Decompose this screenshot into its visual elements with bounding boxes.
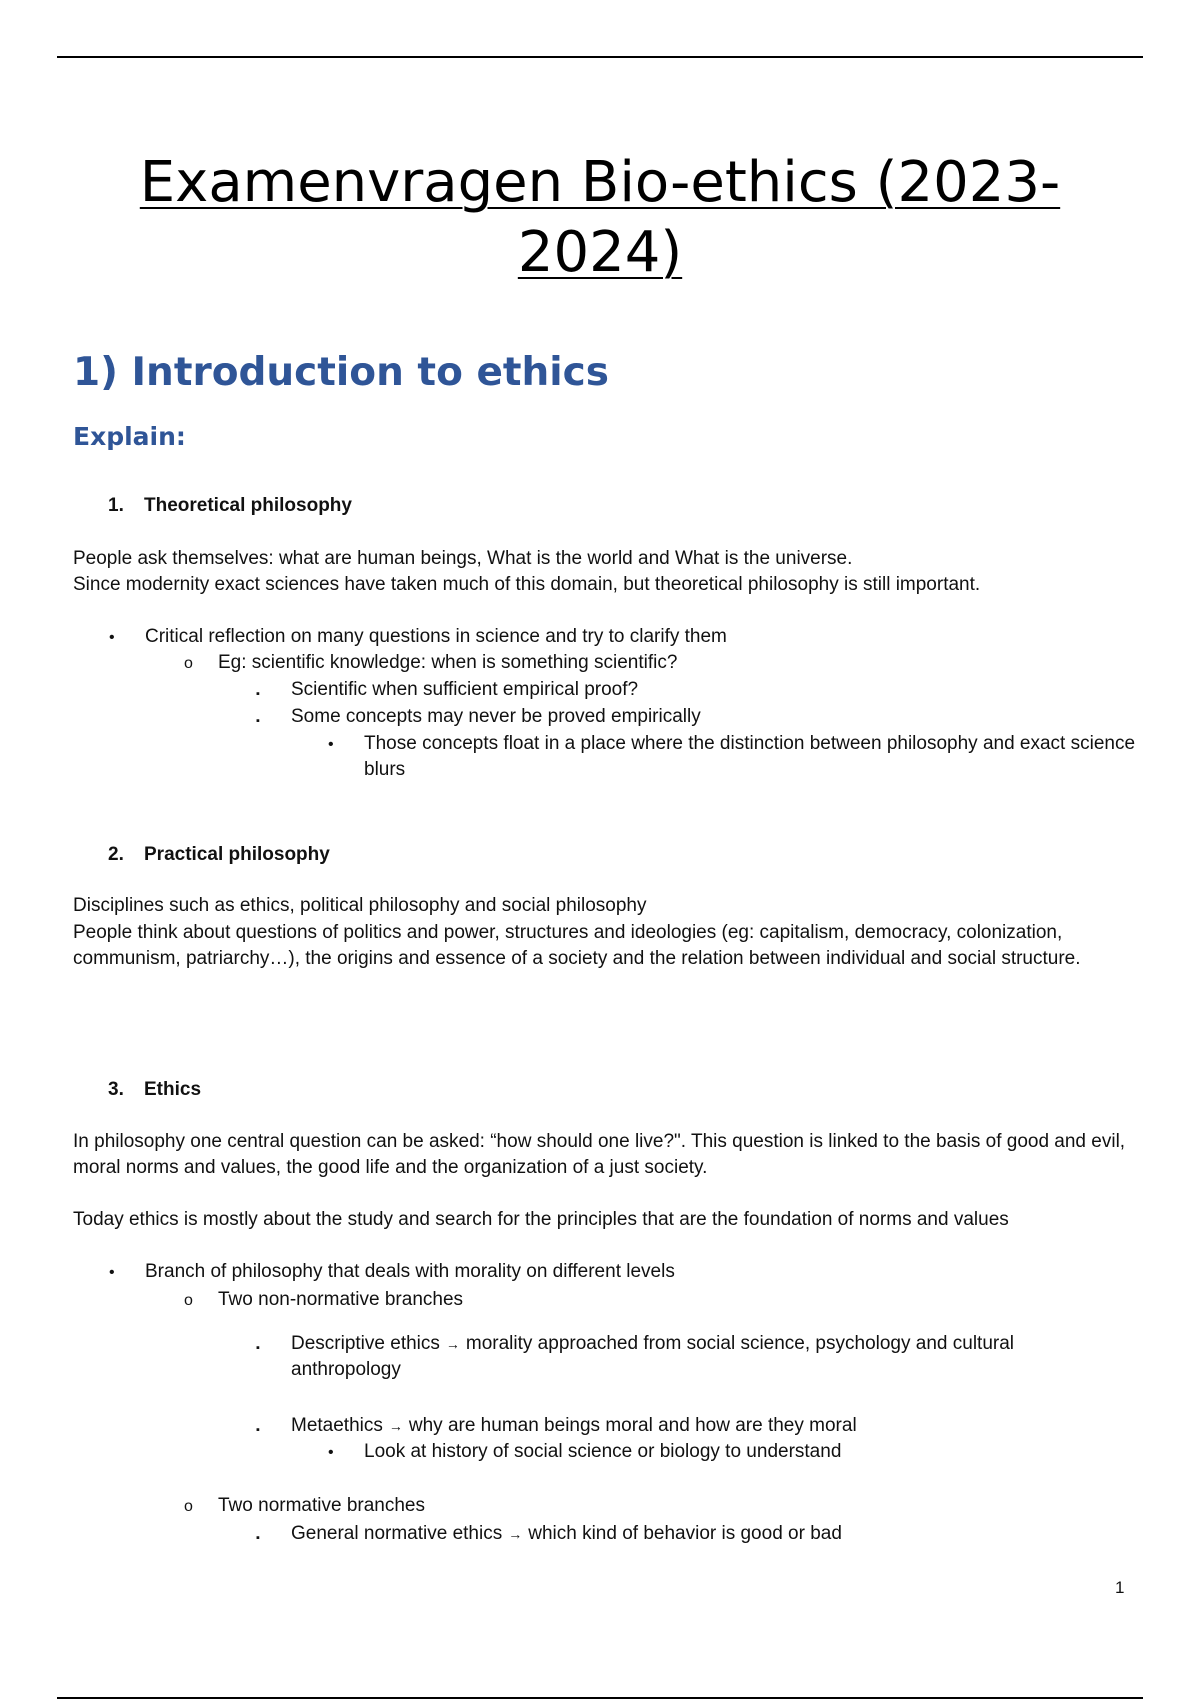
section-number: 1. xyxy=(108,495,124,516)
section-title: Ethics xyxy=(144,1079,202,1100)
list-item: Some concepts may never be proved empirically xyxy=(291,706,701,727)
section-number: 3. xyxy=(108,1079,124,1100)
section-number: 2. xyxy=(108,844,124,865)
bullet-circle-icon: o xyxy=(184,655,193,672)
bullet-square-icon: ▪ xyxy=(256,1342,260,1354)
bullet-disc-icon: • xyxy=(328,1444,334,1461)
definition: morality approached from social science, psychology and cultural anthropology xyxy=(291,1333,1014,1380)
list-item xyxy=(291,1413,857,1439)
bullet-square-icon: ▪ xyxy=(256,688,260,700)
list-item: Two non-normative branches xyxy=(218,1289,464,1310)
definition: which kind of behavior is good or bad xyxy=(528,1523,842,1544)
page-number: 1 xyxy=(1115,1578,1125,1597)
paragraph: People ask themselves: what are human beings, What is the world and What is the universe. xyxy=(73,548,853,569)
list-item: Eg: scientific knowledge: when is something scientific? xyxy=(218,652,678,673)
title-line-2: 2024) xyxy=(517,220,683,285)
list-item: Two normative branches xyxy=(218,1495,425,1516)
list-item: Critical reflection on many questions in science and try to clarify them xyxy=(145,626,727,647)
paragraph: Disciplines such as ethics, political philosophy and social philosophy xyxy=(73,895,647,916)
section-heading xyxy=(108,842,330,868)
definition: why are human beings moral and how are they moral xyxy=(408,1415,857,1436)
term: Descriptive ethics xyxy=(291,1333,440,1354)
title-line-1: Examenvragen Bio-ethics (2023- xyxy=(139,150,1061,215)
list-item xyxy=(291,1331,1091,1383)
bullet-disc-icon: • xyxy=(109,629,115,646)
paragraph: Since modernity exact sciences have taken much of this domain, but theoretical philosophy is still important. xyxy=(73,574,981,595)
paragraph: People think about questions of politics and power, structures and ideologies (eg: capitalism, democracy, colonization, communism, patriarchy…), the origins and essence of a society and the relation between individual and social structure. xyxy=(73,922,1081,969)
section-heading xyxy=(108,493,352,519)
list-item: Look at history of social science or biology to understand xyxy=(364,1441,842,1462)
paragraph: In philosophy one central question can be asked: “how should one live?". This question is linked to the basis of good and evil, moral norms and values, the good life and the organization of a just society. xyxy=(73,1131,1126,1178)
term: Metaethics xyxy=(291,1415,383,1436)
section-heading xyxy=(108,1077,201,1103)
list-item: Scientific when sufficient empirical proof? xyxy=(291,679,639,700)
bullet-square-icon: ▪ xyxy=(256,1424,260,1436)
paragraph: Today ethics is mostly about the study and search for the principles that are the foundation of norms and values xyxy=(73,1209,1009,1230)
bullet-disc-icon: • xyxy=(109,1264,115,1281)
list-item: Branch of philosophy that deals with morality on different levels xyxy=(145,1261,675,1282)
bullet-square-icon: ▪ xyxy=(256,715,260,727)
section-title: Practical philosophy xyxy=(144,844,330,865)
bullet-disc-icon: • xyxy=(328,736,334,753)
list-item: Those concepts float in a place where the distinction between philosophy and exact science blurs xyxy=(364,733,1136,780)
chapter-heading: 1) Introduction to ethics xyxy=(73,350,610,395)
arrow-right-icon: → xyxy=(445,1336,460,1352)
bullet-square-icon: ▪ xyxy=(256,1532,260,1544)
footer-rule xyxy=(57,1697,1143,1699)
arrow-right-icon: → xyxy=(388,1418,403,1434)
arrow-right-icon: → xyxy=(508,1526,523,1542)
section-title: Theoretical philosophy xyxy=(144,495,352,516)
bullet-circle-icon: o xyxy=(184,1292,193,1309)
term: General normative ethics xyxy=(291,1523,503,1544)
list-item xyxy=(291,1521,842,1547)
bullet-circle-icon: o xyxy=(184,1498,193,1515)
subheading: Explain: xyxy=(73,422,186,451)
